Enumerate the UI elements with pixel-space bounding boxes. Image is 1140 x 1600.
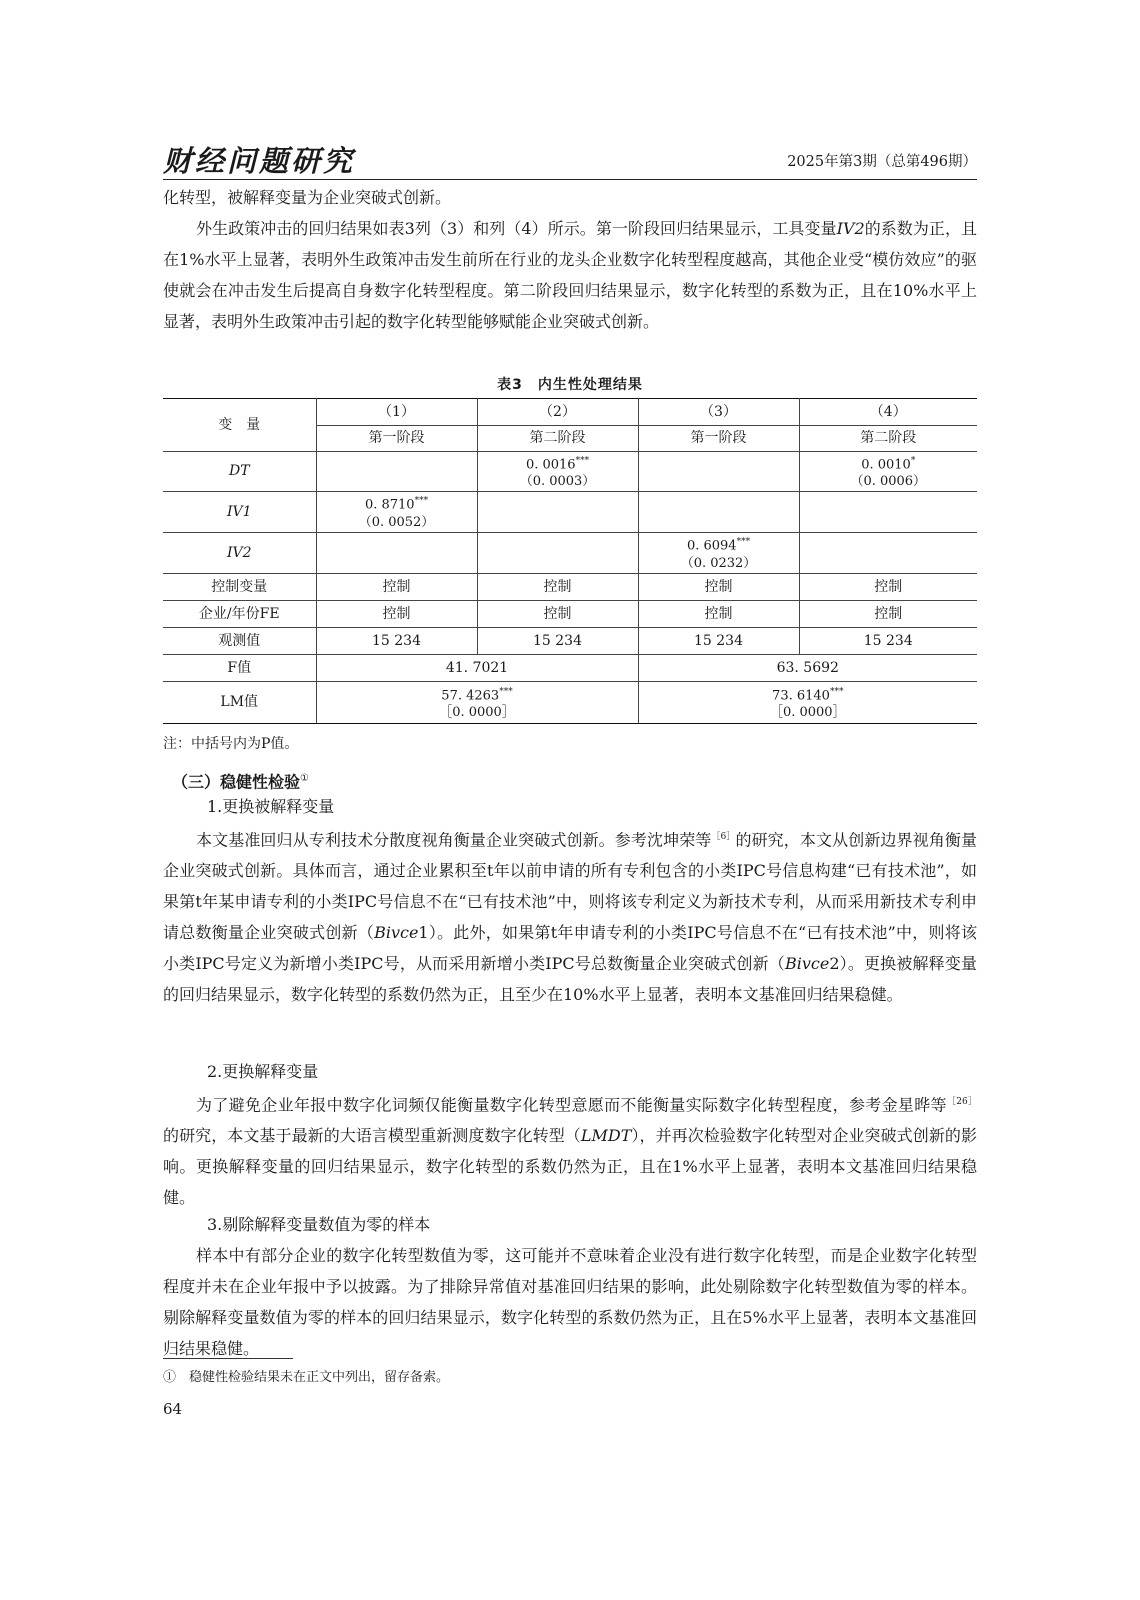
- coefficient-value: 0. 8710***: [364, 496, 429, 513]
- footnote: ① 稳健性检验结果未在正文中列出，留存备索。: [163, 1370, 450, 1385]
- table-cell: 15 234: [316, 628, 477, 655]
- empty-cell: [638, 452, 799, 492]
- significance-stars: ***: [829, 686, 844, 697]
- significance-stars: ***: [414, 496, 429, 507]
- paragraph-text: 化转型，被解释变量为企业突破式创新。: [163, 188, 452, 207]
- coefficient-value: 0. 0010*: [861, 455, 916, 473]
- footnote-divider: [163, 1358, 293, 1359]
- lm-cell: [638, 682, 977, 724]
- significance-stars: ***: [575, 455, 590, 466]
- row-label: 企业/年份FE: [163, 601, 316, 628]
- variable-lmdt: LMDT: [580, 1126, 632, 1146]
- column-stage: 第二阶段: [799, 426, 977, 452]
- significance-stars: ***: [736, 537, 751, 548]
- row-label: 观测值: [163, 628, 316, 655]
- column-number: （4）: [799, 399, 977, 426]
- table-cell: 控制: [316, 601, 477, 628]
- paragraph-robustness-1: 本文基准回归从专利技术分散度视角衡量企业突破式创新。参考沈坤荣等$^{[6]}$的研究，本文从创新边界视角衡量企业突破式创新。具体而言，通过企业累积至t年以前申请的所有专利包含的小类IPC号信息构建“已有技术池”，如果第t年某申请专利的小类IPC号信息不在“已有技术池”中，则将该专利定义为新技术专利，从而采用新技术专利申请总数衡量企业突破式创新（Bivce1）。此外，如果第t年申请专利的小类IPC号信息不在“已有技术池”中，则将该小类IPC号定义为新增小类IPC号，从而采用新增小类IPC号总数衡量企业突破式创新（Bivce2）。更换被解释变量的回归结果显示，数字化转型的系数仍然为正，且至少在10%水平上显著，表明本文基准回归结果稳健。: [163, 830, 977, 1005]
- subheading-1: 1.更换被解释变量: [207, 797, 335, 816]
- coefficient-cell: [638, 533, 799, 574]
- coefficient-value: 0. 6094***: [686, 537, 751, 554]
- coefficient-value: 0. 0016***: [525, 455, 590, 473]
- p-value: ［0. 0000］: [769, 705, 846, 721]
- paragraph-policy-shock: [163, 213, 977, 337]
- section-heading: （三）稳健性检验①: [172, 772, 309, 792]
- table-cell: 15 234: [477, 628, 638, 655]
- column-number: （2）: [477, 399, 638, 426]
- coefficient-cell: [316, 492, 477, 533]
- table-row-lm-value: [163, 682, 977, 724]
- row-label: F值: [163, 655, 316, 682]
- page-number: 64: [163, 1400, 183, 1418]
- citation: ［26］: [946, 1097, 977, 1107]
- empty-cell: [316, 452, 477, 492]
- standard-error: （0. 0003）: [519, 474, 596, 490]
- coefficient-cell: [799, 452, 977, 492]
- table-cell: 控制: [316, 574, 477, 601]
- table-title: 表3 内生性处理结果: [497, 377, 643, 393]
- row-label: 控制变量: [163, 574, 316, 601]
- column-stage: 第一阶段: [316, 426, 477, 452]
- column-number: （3）: [638, 399, 799, 426]
- regression-table: [163, 398, 977, 724]
- table-cell: 15 234: [799, 628, 977, 655]
- variable-bivce: Bivce: [784, 954, 830, 974]
- citation: ［6］: [711, 832, 736, 842]
- p-value: ［0. 0000］: [439, 705, 515, 721]
- column-stage: 第二阶段: [477, 426, 638, 452]
- table-cell: 63. 5692: [638, 655, 977, 682]
- table-row-observations: [163, 628, 977, 655]
- table-cell: 控制: [638, 601, 799, 628]
- page-header: [163, 139, 977, 180]
- standard-error: （0. 0232）: [680, 555, 757, 571]
- table-cell: 41. 7021: [316, 655, 638, 682]
- empty-cell: [477, 533, 638, 574]
- row-label: IV1: [163, 492, 316, 533]
- empty-cell: [799, 492, 977, 533]
- table-row-f-value: [163, 655, 977, 682]
- lm-value: 73. 6140***: [772, 686, 844, 704]
- journal-name: 财经问题研究: [163, 144, 356, 178]
- variable-header: 变 量: [163, 399, 316, 452]
- row-label: DT: [163, 452, 316, 492]
- paragraph-text: 外生政策冲击的回归结果如表3列（3）和列（4）所示。第一阶段回归结果显示，工具变量: [196, 219, 837, 238]
- coefficient-cell: [477, 452, 638, 492]
- table-cell: 控制: [799, 601, 977, 628]
- variable-bivce: Bivce: [374, 923, 419, 943]
- variable-iv2: IV2: [836, 219, 865, 238]
- table-note: 注：中括号内为P值。: [163, 736, 299, 752]
- subheading-3: 3.剔除解释变量数值为零的样本: [207, 1215, 431, 1234]
- significance-stars: *: [910, 455, 916, 466]
- column-number: （1）: [316, 399, 477, 426]
- significance-stars: ***: [499, 686, 513, 697]
- table-row-controls: [163, 574, 977, 601]
- empty-cell: [477, 492, 638, 533]
- paragraph-robustness-2: 为了避免企业年报中数字化词频仅能衡量数字化转型意愿而不能衡量实际数字化转型程度，参考金星晔等$^{[26]}$的研究，本文基于最新的大语言模型重新测度数字化转型（LMDT），并再次检验数字化转型对企业突破式创新的影响。更换解释变量的回归结果显示，数字化转型的系数仍然为正，且在1%水平上显著，表明本文基准回归结果稳健。: [163, 1095, 977, 1208]
- empty-cell: [316, 533, 477, 574]
- standard-error: （0. 0052）: [358, 514, 435, 530]
- table-cell: 控制: [477, 574, 638, 601]
- column-stage: 第一阶段: [638, 426, 799, 452]
- row-label: LM值: [163, 682, 316, 724]
- table-cell: 15 234: [638, 628, 799, 655]
- table-row-iv2: [163, 533, 977, 574]
- table-cell: 控制: [477, 601, 638, 628]
- lm-cell: [316, 682, 638, 724]
- row-label: IV2: [163, 533, 316, 574]
- empty-cell: [638, 492, 799, 533]
- footnote-marker: ①: [300, 773, 309, 784]
- empty-cell: [799, 533, 977, 574]
- paragraph-continued: [163, 182, 977, 213]
- table-row-iv1: [163, 492, 977, 533]
- table-cell: 控制: [638, 574, 799, 601]
- table-row-fe: [163, 601, 977, 628]
- paragraph-text: 的系数为正，且在1%水平上显著，表明外生政策冲击发生前所在行业的龙头企业数字化转型程度越高，其他企业受“模仿效应”的驱使就会在冲击发生后提高自身数字化转型程度。第二阶段回归结果显示，数字化转型的系数为正，且在10%水平上显著，表明外生政策冲击引起的数字化转型能够赋能企业突破式创新。: [163, 219, 977, 331]
- table-header-row: [163, 399, 977, 426]
- table-cell: 控制: [799, 574, 977, 601]
- issue-info: 2025年第3期（总第496期）: [787, 154, 977, 170]
- table-row-dt: [163, 452, 977, 492]
- subheading-2: 2.更换解释变量: [207, 1062, 319, 1081]
- paragraph-robustness-3: 样本中有部分企业的数字化转型数值为零，这可能并不意味着企业没有进行数字化转型，而是企业数字化转型程度并未在企业年报中予以披露。为了排除异常值对基准回归结果的影响，此处剔除数字化转型数值为零的样本。剔除解释变量数值为零的样本的回归结果显示，数字化转型的系数仍然为正，且在5%水平上显著，表明本文基准回归结果稳健。: [163, 1246, 977, 1358]
- lm-value: 57. 4263***: [441, 686, 513, 704]
- standard-error: （0. 0006）: [850, 474, 927, 490]
